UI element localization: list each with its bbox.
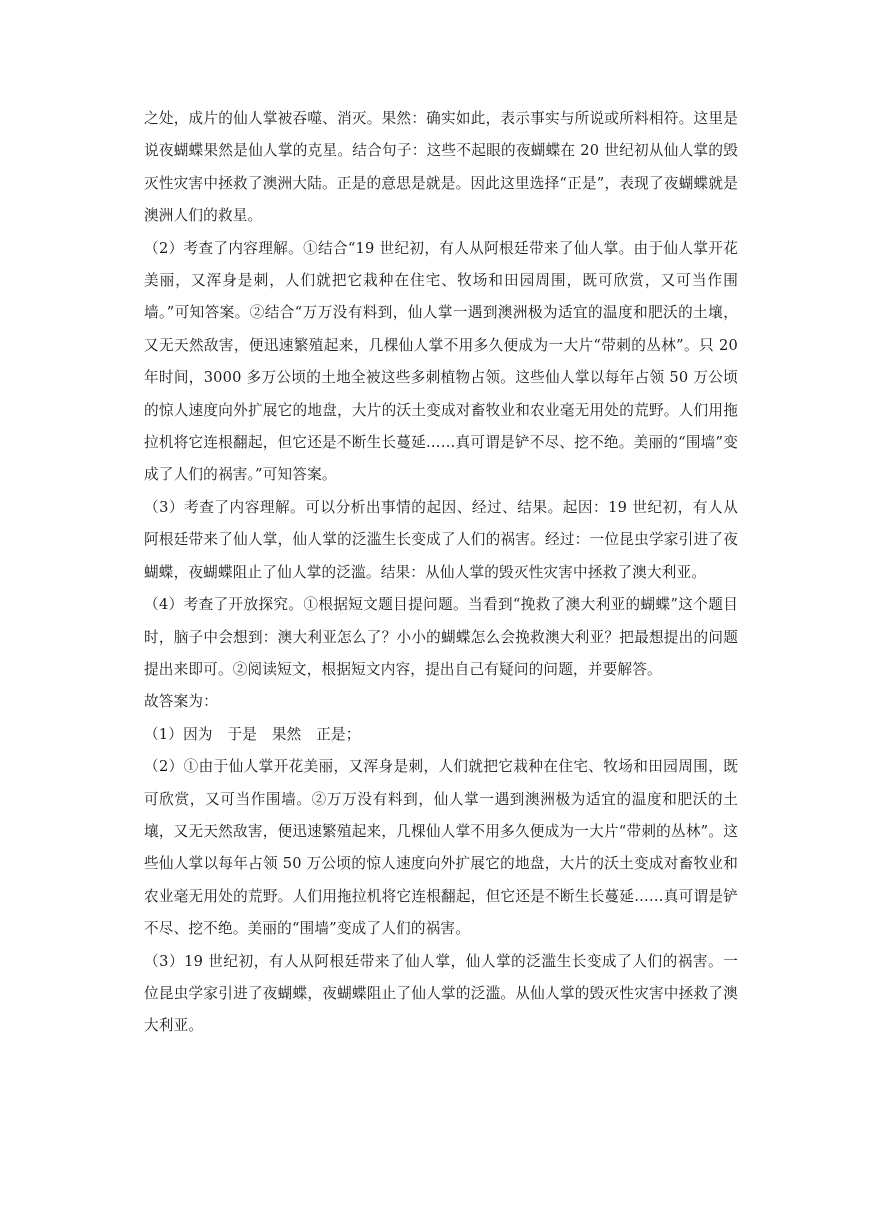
- answer-2: （2）①由于仙人掌开花美丽，又浑身是刺，人们就把它栽种在住宅、牧场和田园周围，既可欣赏，又可当作围墙。②万万没有料到，仙人掌一遇到澳洲极为适宜的温度和肥沃的土壤，又无天然敌害，便迅速繁殖起来，几棵仙人掌不用多久便成为一大片“带刺的丛林”。这些仙人掌以每年占领 50 万公顷的惊人速度向外扩展它的地盘，大片的沃土变成对畜牧业和农业毫无用处的荒野。人们用拖拉机将它连根翻起，但它还是不断生长蔓延……真可谓是铲不尽、挖不绝。美丽的“围墙”变成了人们的祸害。: [144, 758, 738, 938]
- paragraph-explanation-2: （2）考查了内容理解。①结合“19 世纪初，有人从阿根廷带来了仙人掌。由于仙人掌开花美丽，又浑身是刺，人们就把它栽种在住宅、牧场和田园周围，既可欣赏，又可当作围墙。”可知答案。②结合“万万没有料到，仙人掌一遇到澳洲极为适宜的温度和肥沃的土壤，又无天然敌害，便迅速繁殖起来，几棵仙人掌不用多久便成为一大片“带刺的丛林”。只 20 年时间，3000 多万公顷的土地全被这些多刺植物占领。这些仙人掌以每年占领 50 万公顷的惊人速度向外扩展它的地盘，大片的沃土变成对畜牧业和农业毫无用处的荒野。人们用拖拉机将它连根翻起，但它还是不断生长蔓延……真可谓是铲不尽、挖不绝。美丽的“围墙”变成了人们的祸害。”可知答案。: [144, 239, 738, 484]
- paragraph-explanation-3: （3）考查了内容理解。可以分析出事情的起因、经过、结果。起因：19 世纪初，有人从阿根廷带来了仙人掌，仙人掌的泛滥生长变成了人们的祸害。经过：一位昆虫学家引进了夜蝴蝶，夜蝴蝶阻止了仙人掌的泛滥。结果：从仙人掌的毁灭性灾害中拯救了澳大利亚。: [144, 498, 738, 581]
- paragraph-explanation-1-continued: 之处，成片的仙人掌被吞噬、消灭。果然：确实如此，表示事实与所说或所料相符。这里是说夜蝴蝶果然是仙人掌的克星。结合句子：这些不起眼的夜蝴蝶在 20 世纪初从仙人掌的毁灭性灾害中拯救了澳洲大陆。正是的意思是就是。因此这里选择“正是”，表现了夜蝴蝶就是澳洲人们的救星。: [144, 110, 738, 225]
- answer-heading: 故答案为：: [144, 693, 218, 711]
- answer-3: （3）19 世纪初，有人从阿根廷带来了仙人掌，仙人掌的泛滥生长变成了人们的祸害。一位昆虫学家引进了夜蝴蝶，夜蝴蝶阻止了仙人掌的泛滥。从仙人掌的毁灭性灾害中拯救了澳大利亚。: [144, 952, 738, 1035]
- answer-1: （1）因为 于是 果然 正是；: [144, 725, 361, 743]
- paragraph-explanation-4: （4）考查了开放探究。①根据短文题目提问题。当看到“挽救了澳大利亚的蝴蝶”这个题目时，脑子中会想到：澳大利亚怎么了？小小的蝴蝶怎么会挽救澳大利亚？把最想提出的问题提出来即可。②阅读短文，根据短文内容，提出自己有疑问的问题，并要解答。: [144, 596, 738, 678]
- document-body: [144, 103, 738, 1043]
